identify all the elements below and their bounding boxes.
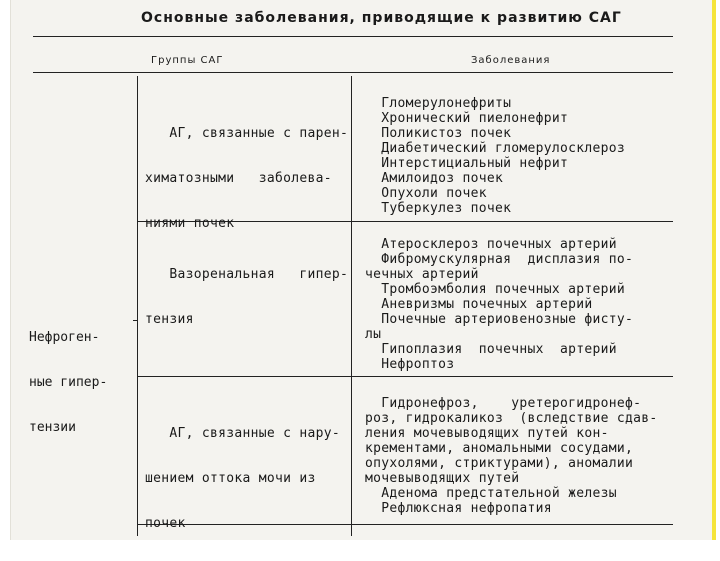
group-line: почек (145, 516, 186, 531)
disease-list-vasorenal (365, 237, 633, 372)
list-item: Опухоли почек (365, 186, 487, 201)
yellow-frame-edge (712, 0, 716, 540)
list-item: Почечные артериовенозные фисту- (365, 312, 634, 327)
header-rule (33, 72, 673, 73)
side-label-nephrogenic (29, 300, 107, 465)
left-column-line (137, 76, 138, 536)
top-rule (33, 36, 673, 37)
group-line: ниями почек (145, 216, 235, 231)
list-item: Туберкулез почек (365, 201, 512, 216)
group-line: АГ, связанные с нару- (145, 426, 341, 441)
list-item: Атеросклероз почечных артерий (365, 237, 617, 252)
header-groups: Группы САГ (151, 55, 224, 66)
table-title: Основные заболевания, приводящие к развитию САГ (141, 10, 622, 26)
list-item: Амилоидоз почек (365, 171, 504, 186)
side-label-line: Нефроген- (29, 330, 100, 345)
group-cell-vasorenal (145, 237, 348, 357)
side-label-line: ные гипер- (29, 375, 108, 390)
list-item: опухолями, стриктурами), аномалии (365, 456, 634, 471)
list-item: роз, гидрокаликоз (вследствие сдав- (365, 411, 658, 426)
side-label-tick (133, 320, 137, 321)
header-diseases: Заболевания (471, 55, 551, 66)
list-item: чечных артерий (365, 267, 479, 282)
list-item: мочевыводящих путей (365, 471, 520, 486)
list-item: крементами, аномальными сосудами, (365, 441, 634, 456)
group-line: шением оттока мочи из (145, 471, 316, 486)
list-item: Фибромускулярная дисплазия по- (365, 252, 634, 267)
list-item: ления мочевыводящих путей кон- (365, 426, 609, 441)
group-line: тензия (145, 312, 194, 327)
row-separator-2 (137, 376, 673, 377)
list-item: Поликистоз почек (365, 126, 512, 141)
group-line: химатозными заболева- (145, 171, 332, 186)
list-item: Тромбоэмболия почечных артерий (365, 282, 626, 297)
list-item: Рефлюксная нефропатия (365, 501, 552, 516)
group-cell-urine-outflow (145, 396, 340, 561)
group-line: Вазоренальная гипер- (145, 267, 349, 282)
middle-column-line (351, 76, 352, 536)
list-item: Гломерулонефриты (365, 96, 512, 111)
list-item: Диабетический гломерулосклероз (365, 141, 626, 156)
group-line: АГ, связанные с парен- (145, 126, 349, 141)
list-item: Гипоплазия почечных артерий (365, 342, 617, 357)
list-item: Хронический пиелонефрит (365, 111, 569, 126)
document-page (10, 0, 716, 540)
disease-list-parenchymal (365, 96, 625, 216)
list-item: Интерстициальный нефрит (365, 156, 569, 171)
list-item: лы (365, 327, 382, 342)
side-label-line: тензии (29, 420, 76, 435)
list-item: Нефроптоз (365, 357, 455, 372)
list-item: Аденома предстательной железы (365, 486, 617, 501)
list-item: Гидронефроз, уретерогидронеф- (365, 396, 642, 411)
list-item: Аневризмы почечных артерий (365, 297, 593, 312)
disease-list-urine-outflow (365, 396, 658, 516)
